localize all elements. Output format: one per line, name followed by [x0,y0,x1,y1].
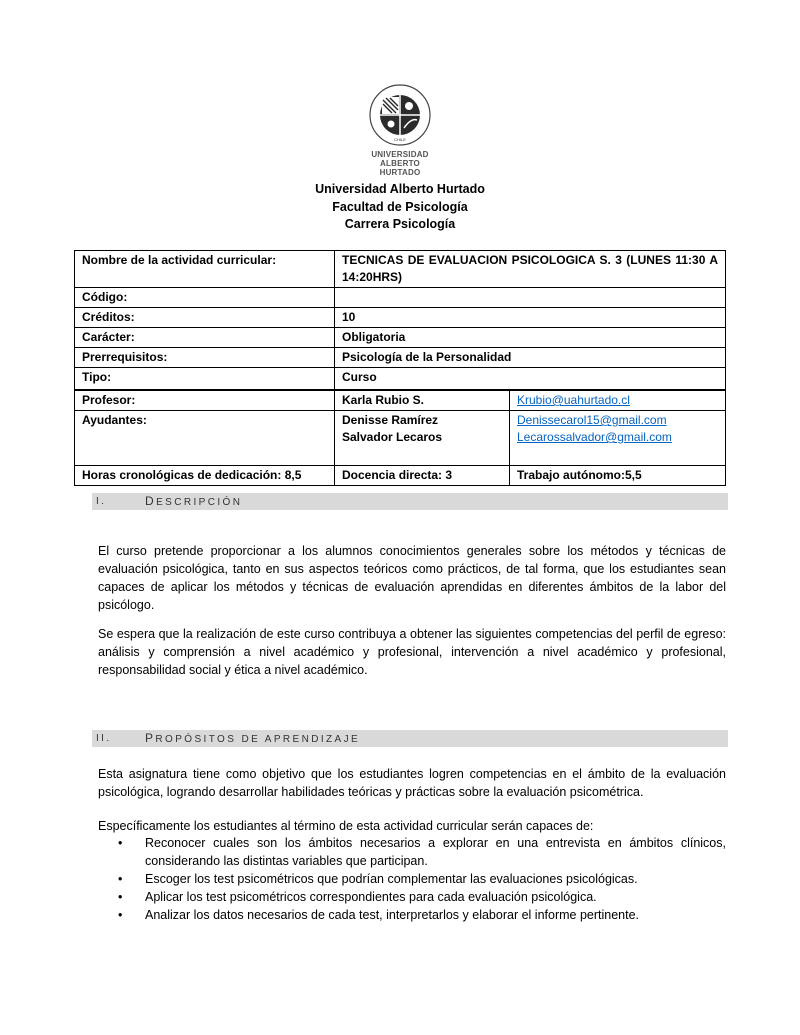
row-label: Ayudantes: [75,411,335,466]
university-logo [360,84,440,177]
table-row [75,411,726,466]
row-label: Carácter: [75,328,335,348]
career-name: Carrera Psicología [344,217,456,231]
document-header [0,181,800,234]
section-title: DESCRIPCIÓN [145,494,243,508]
row-label: Código: [75,288,335,308]
table-row [75,288,726,308]
logo-line-1: UNIVERSIDAD [371,150,429,159]
competencies-paragraph: Se espera que la realización de este curso contribuya a obtener las siguientes competencias del perfil de egreso: análisis y comprensión a nivel académico y profesional, intervención a nivel académico y profesional, responsabilidad social y ética a nivel académico. [98,627,726,677]
bullet-icon: • [118,836,123,850]
type-value: Curso [335,368,726,391]
section-heading-description [92,493,728,510]
table-row [75,251,726,288]
table-row [75,328,726,348]
professor-email-link[interactable]: Krubio@uahurtado.cl [517,393,630,407]
assistants-emails [510,411,726,466]
bullet-icon: • [118,872,123,886]
description-paragraph: El curso pretende proporcionar a los alumnos conocimientos generales sobre los métodos y técnicas de evaluación psicológica, tanto en sus aspectos teóricos como prácticos, de tal forma, que los estudiantes sean capaces de aplicar los métodos y técnicas de evaluación aprendidas en diferentes ámbitos de la labor del psicólogo. [98,544,726,612]
row-label: Nombre de la actividad curricular: [75,251,335,288]
course-name-value: TECNICAS DE EVALUACION PSICOLOGICA S. 3 (LUNES 11:30 A 14:20HRS) [335,251,726,288]
section-number: I. [96,496,107,507]
table-row [75,466,726,486]
logo-line-2: ALBERTO HURTADO [379,159,421,177]
list-item: • Analizar los datos necesarios de cada test, interpretarlos y elaborar el informe pertinente. [118,908,640,922]
table-row [75,368,726,391]
professor-email-cell [510,390,726,411]
list-item: • Aplicar los test psicométricos correspondientes para cada evaluación psicológica. [118,890,597,904]
bullet-icon: • [118,890,123,904]
section-number: II. [96,733,112,744]
section-title: PROPÓSITOS DE APRENDIZAJE [145,731,361,745]
faculty-name: Facultad de Psicología [332,199,468,214]
autonomous-work-hours: Trabajo autónomo:5,5 [510,466,726,486]
direct-teaching-hours: Docencia directa: 3 [335,466,510,486]
assistant-name: Denisse Ramírez [342,413,439,427]
list-item: • Escoger los test psicométricos que podrían complementar las evaluaciones psicológicas. [118,872,638,886]
table-row [75,390,726,411]
prerequisites-value: Psicología de la Personalidad [335,348,726,368]
assistant-email-link[interactable]: Lecarossalvador@gmail.com [517,430,672,444]
row-label: Prerrequisitos: [75,348,335,368]
row-label: Profesor: [75,390,335,411]
table-row [75,348,726,368]
assistants-names [335,411,510,466]
credits-value: 10 [335,308,726,328]
bullet-icon: • [118,908,123,922]
objective-paragraph: Esta asignatura tiene como objetivo que los estudiantes logren competencias en el ámbito de la evaluación psicológica, logrando desarrollar habilidades teóricas y prácticas sobre la evaluación psicométrica. [98,767,726,799]
row-label: Créditos: [75,308,335,328]
assistant-email-link[interactable]: Denissecarol15@gmail.com [517,413,667,427]
learning-outcomes-list [98,834,726,924]
assistant-name: Salvador Lecaros [342,430,443,444]
course-info-table [74,250,726,486]
university-seal-icon [369,84,431,146]
code-value [335,288,726,308]
section-heading-purposes [92,730,728,747]
specific-intro: Específicamente los estudiantes al término de esta actividad curricular serán capaces de: [98,819,594,833]
character-value: Obligatoria [335,328,726,348]
university-name: Universidad Alberto Hurtado [315,182,485,196]
svg-text:CHILE: CHILE [394,137,406,142]
professor-name: Karla Rubio S. [335,390,510,411]
total-hours: Horas cronológicas de dedicación: 8,5 [75,466,335,486]
list-item: • Reconocer cuales son los ámbitos necesarios a explorar en una entrevista en ámbitos clínicos, considerando las distintas variables que participan. [118,836,726,868]
table-row [75,308,726,328]
row-label: Tipo: [75,368,335,391]
